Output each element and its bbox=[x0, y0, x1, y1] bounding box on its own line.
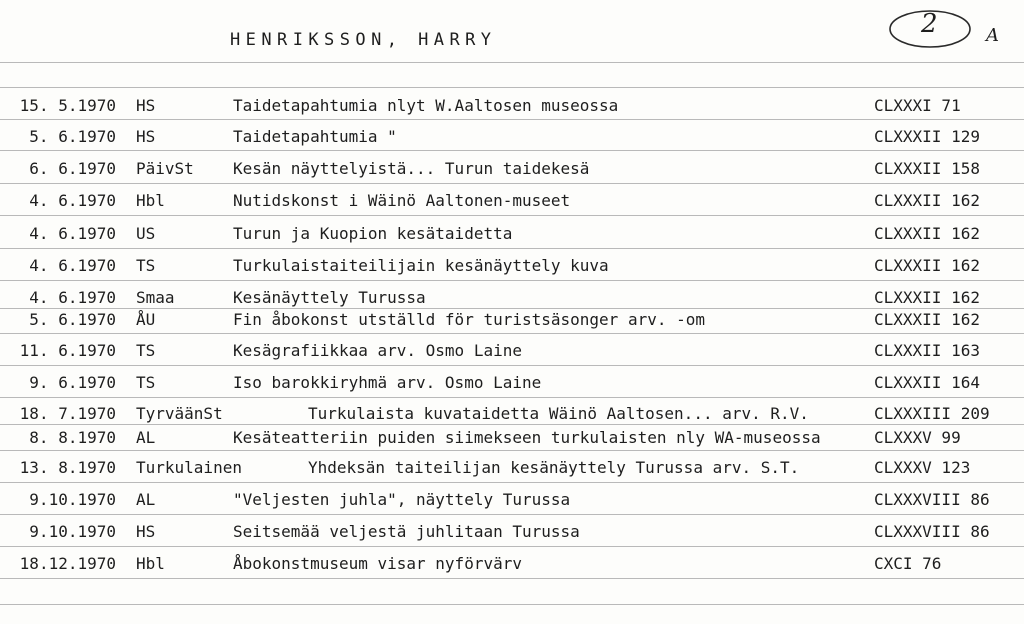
entry-reference: CLXXXIII 209 bbox=[874, 404, 990, 423]
entry-source: Hbl bbox=[136, 191, 165, 210]
entry-reference: CLXXXI 71 bbox=[874, 96, 961, 115]
ruled-line bbox=[0, 482, 1024, 483]
entry-title: "Veljesten juhla", näyttely Turussa bbox=[233, 490, 571, 509]
header-rule bbox=[0, 87, 1024, 88]
entry-date: 15. 5.1970 bbox=[19, 96, 116, 115]
entry-source: HS bbox=[136, 522, 156, 541]
entry-source: TS bbox=[136, 373, 156, 392]
entry-date: 13. 8.1970 bbox=[19, 458, 116, 477]
entry-date: 18. 7.1970 bbox=[19, 404, 116, 423]
ruled-line bbox=[0, 365, 1024, 366]
entry-date: 5. 6.1970 bbox=[29, 310, 116, 329]
entry-title: Yhdeksän taiteilijan kesänäyttely Turussa arv. S.T. bbox=[308, 458, 800, 477]
entry-source: HS bbox=[136, 127, 156, 146]
ruled-line bbox=[0, 546, 1024, 547]
entry-title: Seitsemää veljestä juhlitaan Turussa bbox=[233, 522, 580, 541]
entry-source: ÅU bbox=[136, 310, 156, 329]
entry-source: AL bbox=[136, 490, 156, 509]
ruled-line bbox=[0, 604, 1024, 605]
entry-reference: CLXXXII 162 bbox=[874, 256, 980, 275]
entry-source: Turkulainen bbox=[136, 458, 242, 477]
entry-source: TS bbox=[136, 341, 156, 360]
ruled-line bbox=[0, 450, 1024, 451]
entry-date: 4. 6.1970 bbox=[29, 256, 116, 275]
entry-source: Hbl bbox=[136, 554, 165, 573]
entry-source: TS bbox=[136, 256, 156, 275]
entry-reference: CLXXXII 164 bbox=[874, 373, 980, 392]
entry-reference: CLXXXV 123 bbox=[874, 458, 971, 477]
ruled-line bbox=[0, 150, 1024, 151]
entry-reference: CLXXXII 158 bbox=[874, 159, 980, 178]
entry-title: Taidetapahtumia nlyt W.Aaltosen museossa bbox=[233, 96, 619, 115]
entry-date: 11. 6.1970 bbox=[19, 341, 116, 360]
entry-date: 5. 6.1970 bbox=[29, 127, 116, 146]
ruled-line bbox=[0, 514, 1024, 515]
entry-title: Turun ja Kuopion kesätaidetta bbox=[233, 224, 513, 243]
entry-reference: CLXXXII 162 bbox=[874, 288, 980, 307]
entry-reference: CLXXXII 162 bbox=[874, 191, 980, 210]
entry-title: Kesän näyttelyistä... Turun taidekesä bbox=[233, 159, 590, 178]
entry-source: TyrväänSt bbox=[136, 404, 223, 423]
entry-title: Kesägrafiikkaa arv. Osmo Laine bbox=[233, 341, 522, 360]
ruled-line bbox=[0, 248, 1024, 249]
ruled-line bbox=[0, 183, 1024, 184]
entry-date: 9.10.1970 bbox=[29, 522, 116, 541]
entry-title: Turkulaistaiteilijain kesänäyttely kuva bbox=[233, 256, 609, 275]
entry-date: 9. 6.1970 bbox=[29, 373, 116, 392]
ruled-line bbox=[0, 215, 1024, 216]
entry-source: AL bbox=[136, 428, 156, 447]
entry-title: Kesäteatteriin puiden siimekseen turkulaisten nly WA-museossa bbox=[233, 428, 821, 447]
entry-date: 8. 8.1970 bbox=[29, 428, 116, 447]
entry-reference: CLXXXII 162 bbox=[874, 224, 980, 243]
entry-reference: CLXXXII 129 bbox=[874, 127, 980, 146]
entry-title: Iso barokkiryhmä arv. Osmo Laine bbox=[233, 373, 542, 392]
entry-title: Fin åbokonst utställd för turistsäsonger arv. -om bbox=[233, 310, 706, 329]
entry-reference: CLXXXVIII 86 bbox=[874, 522, 990, 541]
entry-title: Åbokonstmuseum visar nyförvärv bbox=[233, 554, 522, 573]
entry-title: Nutidskonst i Wäinö Aaltonen-museet bbox=[233, 191, 571, 210]
entry-source: HS bbox=[136, 96, 156, 115]
entry-source: Smaa bbox=[136, 288, 175, 307]
entry-reference: CLXXXVIII 86 bbox=[874, 490, 990, 509]
ruled-line bbox=[0, 578, 1024, 579]
entry-title: Turkulaista kuvataidetta Wäinö Aaltosen... arv. R.V. bbox=[308, 404, 809, 423]
entry-reference: CLXXXV 99 bbox=[874, 428, 961, 447]
entry-reference: CLXXXII 163 bbox=[874, 341, 980, 360]
ruled-line bbox=[0, 333, 1024, 334]
ruled-line bbox=[0, 424, 1024, 425]
card-title: HENRIKSSON, HARRY bbox=[230, 30, 497, 50]
ruled-line bbox=[0, 308, 1024, 309]
ruled-line bbox=[0, 397, 1024, 398]
entry-date: 6. 6.1970 bbox=[29, 159, 116, 178]
entry-source: US bbox=[136, 224, 156, 243]
header-rule bbox=[0, 62, 1024, 63]
entry-reference: CXCI 76 bbox=[874, 554, 942, 573]
ruled-line bbox=[0, 280, 1024, 281]
entry-source: PäivSt bbox=[136, 159, 194, 178]
card-number: 2 bbox=[921, 9, 938, 39]
entry-date: 4. 6.1970 bbox=[29, 191, 116, 210]
entry-title: Taidetapahtumia " bbox=[233, 127, 397, 146]
entry-date: 9.10.1970 bbox=[29, 490, 116, 509]
entry-date: 4. 6.1970 bbox=[29, 224, 116, 243]
entry-date: 18.12.1970 bbox=[19, 554, 116, 573]
entry-reference: CLXXXII 162 bbox=[874, 310, 980, 329]
entry-title: Kesänäyttely Turussa bbox=[233, 288, 426, 307]
entry-date: 4. 6.1970 bbox=[29, 288, 116, 307]
ruled-line bbox=[0, 119, 1024, 120]
card-number-suffix: A bbox=[986, 25, 999, 46]
